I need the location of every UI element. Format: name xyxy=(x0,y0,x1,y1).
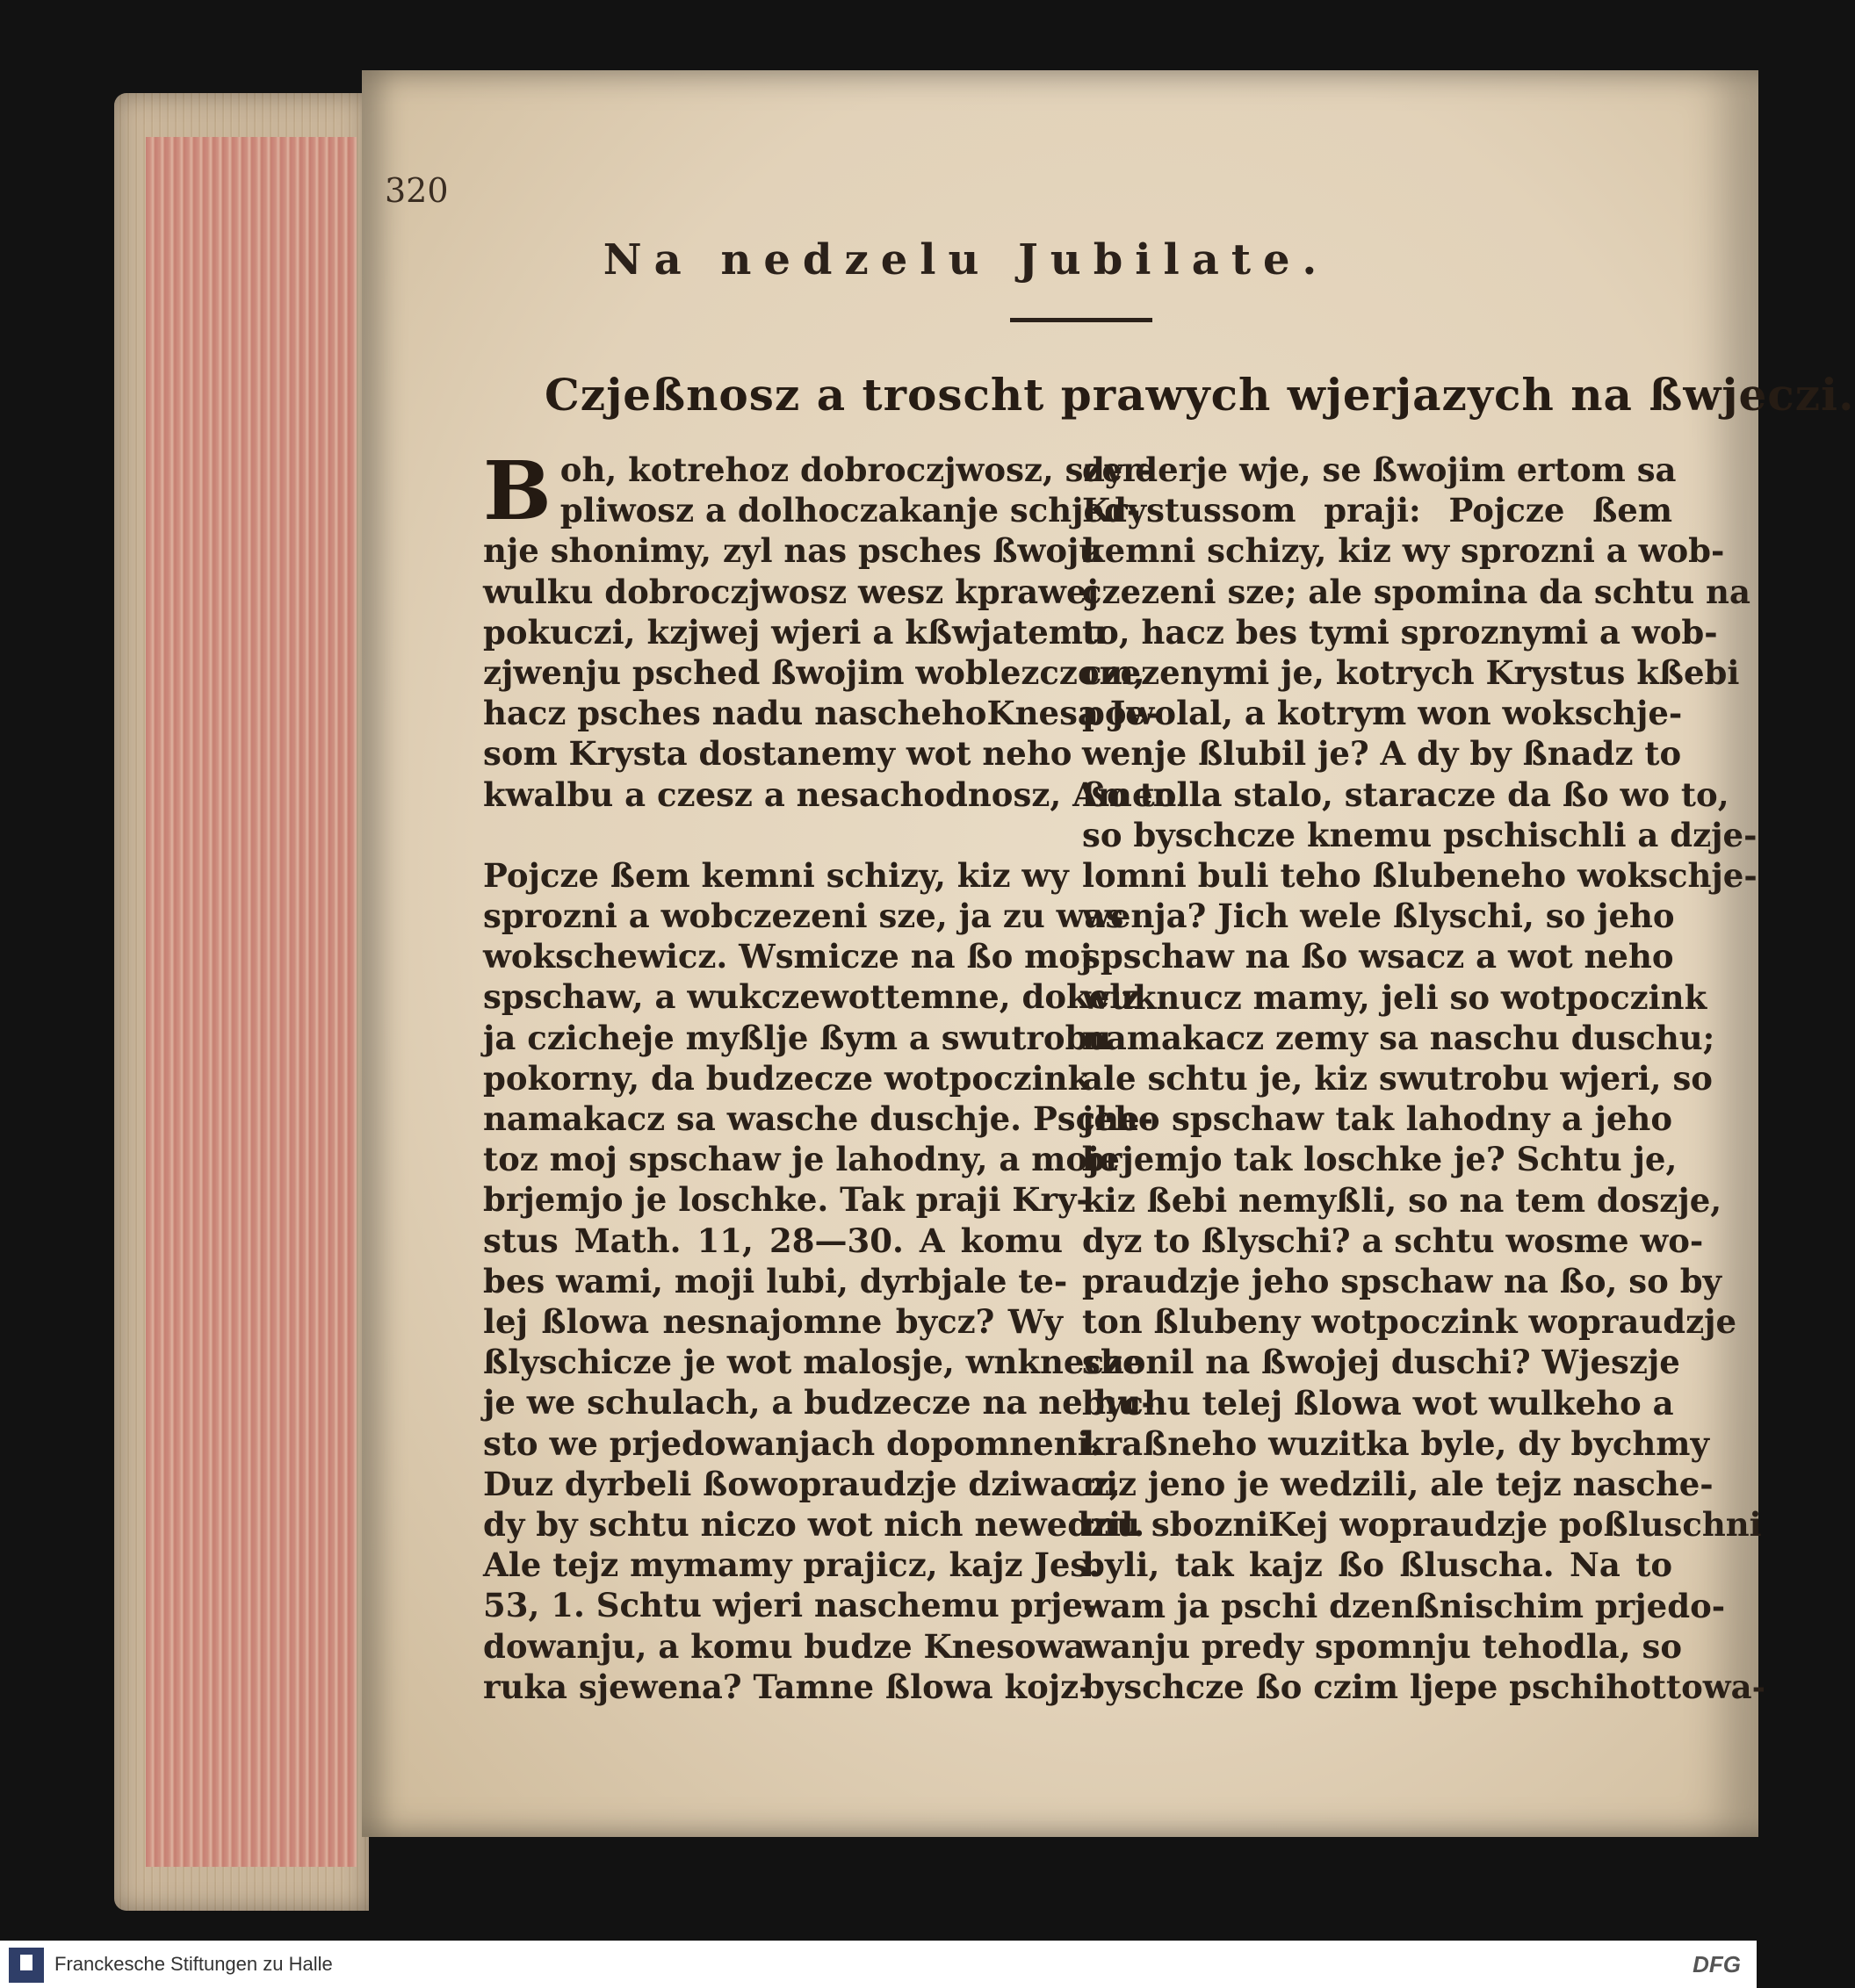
text-line: oh, kotrehoz dobroczjwosz, szer- xyxy=(559,450,1153,489)
text-line: dyz to ßlyschi? a schtu wosme wo- xyxy=(1082,1221,1704,1260)
left-text-column xyxy=(483,443,1188,1707)
text-line: niz jeno je wedzili, ale tejz nasche- xyxy=(1082,1465,1714,1504)
text-line: powolal, a kotrym won wokschje- xyxy=(1082,694,1683,733)
text-line: Ale tejz mymamy prajicz, kajz Jes. xyxy=(483,1545,1101,1585)
text-line: toz moj spschaw je lahodny, a moje xyxy=(483,1140,1120,1179)
text-line: kwalbu a czesz a nesachodnosz, Amen. xyxy=(483,774,1188,814)
text-line: ßo tolla stalo, staracze da ßo wo to, xyxy=(1082,774,1729,814)
text-line: wenja? Jich wele ßlyschi, so jeho xyxy=(1082,897,1675,936)
text-line: wokschewicz. Wsmicze na ßo moj xyxy=(483,937,1093,976)
text-line: wulku dobroczjwosz wesz kprawej xyxy=(483,572,1099,611)
text-line: to, hacz bes tymi sproznymi a wob- xyxy=(1082,612,1718,652)
text-line: bychu telej ßlowa wot wulkeho a xyxy=(1082,1383,1674,1423)
text-line: hacz psches nadu naschehoKnesa Je- xyxy=(483,694,1160,733)
left-lines xyxy=(483,443,1188,1707)
text-line: stus Math. 11, 28—30. A komu xyxy=(483,1221,1063,1260)
text-line: wanju predy spomnju tehodla, so xyxy=(1082,1626,1683,1666)
text-line: sprozni a wobczezeni sze, ja zu was xyxy=(483,897,1124,936)
book-fore-edge xyxy=(114,93,369,1911)
text-line: brjemjo tak loschke je? Schtu je, xyxy=(1082,1140,1678,1179)
text-line: ruka sjewena? Tamne ßlowa kojz- xyxy=(483,1667,1093,1706)
text-line: pliwosz a dolhoczakanje schjed- xyxy=(559,491,1141,530)
text-line: so byschcze knemu pschischli a dzje- xyxy=(1082,815,1758,854)
title-rule xyxy=(1010,318,1152,322)
text-line: pokuczi, kzjwej wjeri a kßwjatemu xyxy=(483,612,1107,652)
right-text-column xyxy=(1082,450,1765,1707)
drop-cap: B xyxy=(483,443,552,538)
text-line: 53, 1. Schtu wjeri naschemu prje- xyxy=(483,1586,1097,1625)
text-line: ale schtu je, kiz swutrobu wjeri, so xyxy=(1082,1059,1713,1098)
text-line: Duz dyrbeli ßowopraudzje dziwacz, xyxy=(483,1464,1121,1503)
text-line: wenje ßlubil je? A dy by ßnadz to xyxy=(1082,734,1682,774)
text-line: byschcze ßo czim ljepe pschihottowa- xyxy=(1082,1667,1765,1707)
text-line: kraßneho wuzitka byle, dy bychmy xyxy=(1082,1423,1709,1463)
red-page-edges xyxy=(146,137,357,1867)
text-line: lomni buli teho ßlubeneho wokschje- xyxy=(1082,856,1758,896)
text-line: ßlyschicze je wot malosje, wnknecze xyxy=(483,1343,1144,1382)
text-line: nje shonimy, zyl nas psches ßwoju xyxy=(483,531,1103,571)
text-line: bes wami, moji lubi, dyrbjale te- xyxy=(483,1261,1068,1300)
text-line: mu sbozniKej wopraudzje poßluschni xyxy=(1082,1505,1762,1545)
paragraph-gap xyxy=(483,815,1063,855)
text-line: wam ja pschi dzenßnischim prjedo- xyxy=(1082,1586,1726,1625)
page-number: 320 xyxy=(385,171,449,210)
text-line: Krystussom praji: Pojcze ßem xyxy=(1082,491,1672,530)
text-line: je we schulach, a budzecze na ne hu- xyxy=(483,1383,1155,1423)
text-line: som Krysta dostanemy wot neho xyxy=(483,734,1072,774)
text-line: kemni schizy, kiz wy sprozni a wob- xyxy=(1082,531,1725,571)
text-line: namakacz sa wasche duschje. Psche- xyxy=(483,1099,1153,1139)
text-line: ja czicheje myßlje ßym a swutrobu xyxy=(483,1018,1112,1057)
text-line: spschaw, a wukczewottemne, dokelz xyxy=(483,977,1141,1017)
text-line: praudzje jeho spschaw na ßo, so by xyxy=(1082,1262,1722,1301)
text-line: namakacz zemy sa naschu duschu; xyxy=(1082,1018,1715,1057)
text-line: spschaw na ßo wsacz a wot neho xyxy=(1082,937,1674,976)
section-title: Czjeßnosz a troscht prawych wjerjazych na ßwjeczi. xyxy=(545,369,1855,421)
text-line: pokorny, da budzecze wotpoczink xyxy=(483,1058,1091,1098)
text-line: ton ßlubeny wotpoczink wopraudzje xyxy=(1082,1302,1737,1342)
footer-bar xyxy=(0,1941,1757,1988)
funder-logo: DFG xyxy=(1693,1951,1741,1977)
text-line: dy derje wje, se ßwojim ertom sa xyxy=(1082,450,1677,489)
text-line: sto we prjedowanjach dopomneni. xyxy=(483,1423,1101,1463)
text-line: brjemjo je loschke. Tak praji Kry- xyxy=(483,1180,1090,1220)
right-lines xyxy=(1082,450,1765,1707)
text-line: zjwenju psched ßwojim woblezczom, xyxy=(483,653,1145,693)
text-line: byli, tak kajz ßo ßluscha. Na to xyxy=(1082,1545,1672,1585)
text-line: shonil na ßwojej duschi? Wjeszje xyxy=(1082,1343,1680,1382)
text-line: dy by schtu niczo wot nich newedzil. xyxy=(483,1505,1145,1545)
institution-logo-icon xyxy=(9,1948,44,1983)
running-head: Na nedzelu Jubilate. xyxy=(603,235,1330,285)
text-line: czezenymi je, kotrych Krystus kßebi xyxy=(1082,653,1740,693)
text-line: jeho spschaw tak lahodny a jeho xyxy=(1082,1099,1672,1139)
text-line: wuknucz mamy, jeli so wotpoczink xyxy=(1082,977,1707,1017)
text-line: czezeni sze; ale spomina da schtu na xyxy=(1082,572,1750,611)
text-line: lej ßlowa nesnajomne bycz? Wy xyxy=(483,1302,1063,1342)
institution-name: Franckesche Stiftungen zu Halle xyxy=(54,1953,333,1975)
text-line: kiz ßebi nemyßli, so na tem doszje, xyxy=(1082,1180,1722,1220)
text-line: dowanju, a komu budze Knesowa xyxy=(483,1626,1086,1666)
text-line: Pojcze ßem kemni schizy, kiz wy xyxy=(483,855,1069,895)
